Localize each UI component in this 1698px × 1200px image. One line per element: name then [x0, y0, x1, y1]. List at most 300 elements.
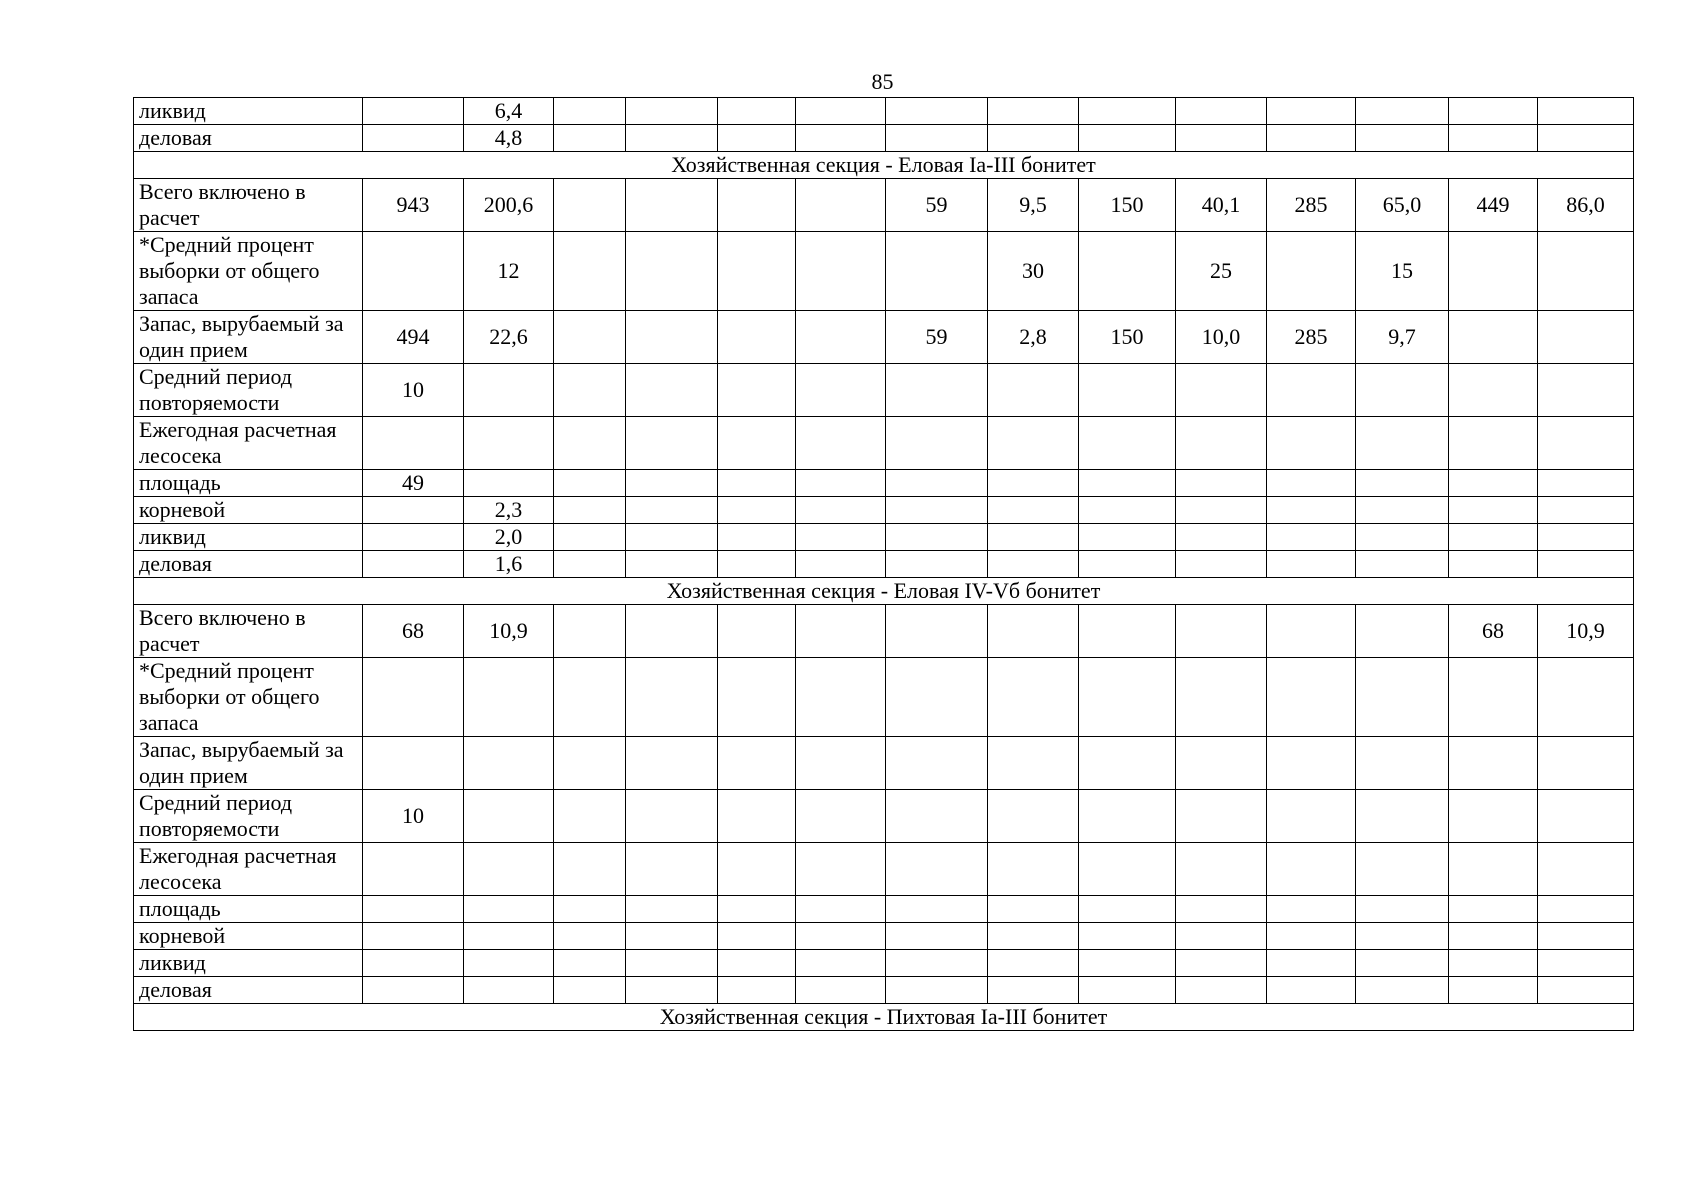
table-cell	[1356, 364, 1449, 417]
table-cell	[554, 896, 626, 923]
table-cell	[1176, 470, 1267, 497]
table-cell	[1449, 843, 1538, 896]
table-cell	[718, 470, 796, 497]
table-cell	[363, 658, 464, 737]
table-cell	[796, 470, 886, 497]
table-cell	[796, 364, 886, 417]
table-cell	[1538, 950, 1634, 977]
table-cell	[626, 658, 718, 737]
table-cell	[626, 843, 718, 896]
table-cell	[886, 364, 988, 417]
table-cell	[718, 605, 796, 658]
table-cell	[554, 125, 626, 152]
table-cell	[626, 977, 718, 1004]
table-row	[134, 364, 1634, 417]
table-cell	[464, 896, 554, 923]
table-cell: 68	[1449, 605, 1538, 658]
table-cell	[1538, 896, 1634, 923]
table-cell	[626, 896, 718, 923]
table-cell	[988, 977, 1079, 1004]
table-cell	[718, 232, 796, 311]
table-cell	[1538, 737, 1634, 790]
table-row	[134, 551, 1634, 578]
table-cell	[1449, 497, 1538, 524]
table-cell: 10	[363, 364, 464, 417]
table-cell	[988, 551, 1079, 578]
table-cell	[1538, 125, 1634, 152]
table-cell	[626, 125, 718, 152]
table-cell	[363, 417, 464, 470]
table-cell	[718, 524, 796, 551]
table-cell	[626, 470, 718, 497]
table-cell	[1079, 737, 1176, 790]
table-cell	[1176, 950, 1267, 977]
table-cell	[1176, 417, 1267, 470]
table-cell	[1176, 524, 1267, 551]
table-cell	[886, 232, 988, 311]
table-cell	[1356, 896, 1449, 923]
table-cell	[1267, 605, 1356, 658]
table-cell	[1079, 605, 1176, 658]
table-cell	[988, 790, 1079, 843]
table-cell	[718, 311, 796, 364]
table-cell	[796, 311, 886, 364]
table-cell	[1079, 896, 1176, 923]
table-cell	[1538, 977, 1634, 1004]
table-cell: 4,8	[464, 125, 554, 152]
row-label: Всего включено в расчет	[134, 179, 363, 232]
table-cell	[464, 470, 554, 497]
table-cell	[363, 497, 464, 524]
row-label: ликвид	[134, 98, 363, 125]
table-cell: 10,9	[464, 605, 554, 658]
table-cell	[1449, 950, 1538, 977]
table-cell	[363, 843, 464, 896]
table-cell	[718, 417, 796, 470]
table-cell	[554, 497, 626, 524]
section-title: Хозяйственная секция - Еловая Ia-III бонитет	[134, 152, 1634, 179]
table-cell	[1449, 737, 1538, 790]
table-cell	[1267, 737, 1356, 790]
table-cell: 30	[988, 232, 1079, 311]
table-cell	[626, 605, 718, 658]
row-label: ликвид	[134, 950, 363, 977]
table-cell: 10,0	[1176, 311, 1267, 364]
table-cell: 1,6	[464, 551, 554, 578]
table-cell	[1267, 470, 1356, 497]
table-cell	[1449, 524, 1538, 551]
table-cell	[554, 179, 626, 232]
table-cell	[1538, 524, 1634, 551]
table-row	[134, 923, 1634, 950]
page-number: 85	[871, 69, 894, 94]
table-cell	[886, 923, 988, 950]
table-cell	[626, 551, 718, 578]
table-cell	[1079, 923, 1176, 950]
table-cell	[626, 417, 718, 470]
table-cell	[796, 524, 886, 551]
table-cell	[796, 923, 886, 950]
table-cell	[1449, 232, 1538, 311]
table-cell: 65,0	[1356, 179, 1449, 232]
table-row	[134, 658, 1634, 737]
table-cell	[1176, 98, 1267, 125]
table-cell	[1449, 364, 1538, 417]
table-cell	[796, 843, 886, 896]
table-cell	[1267, 658, 1356, 737]
table-cell	[363, 551, 464, 578]
table-cell: 25	[1176, 232, 1267, 311]
table-cell	[886, 950, 988, 977]
row-label: площадь	[134, 470, 363, 497]
table-cell	[988, 737, 1079, 790]
row-label: Запас, вырубаемый за один прием	[134, 737, 363, 790]
table-row	[134, 896, 1634, 923]
section-header-row	[134, 578, 1634, 605]
table-cell	[1538, 364, 1634, 417]
table-cell	[796, 417, 886, 470]
table-cell	[718, 551, 796, 578]
table-cell: 86,0	[1538, 179, 1634, 232]
row-label: деловая	[134, 125, 363, 152]
table-row	[134, 950, 1634, 977]
table-cell	[796, 658, 886, 737]
section-title: Хозяйственная секция - Еловая IV-Vб бонитет	[134, 578, 1634, 605]
table-cell	[886, 977, 988, 1004]
table-cell	[886, 497, 988, 524]
table-cell	[718, 923, 796, 950]
row-label: Ежегодная расчетная лесосека	[134, 417, 363, 470]
row-label: *Средний процент выборки от общего запаса	[134, 232, 363, 311]
table-cell	[1538, 658, 1634, 737]
table-cell	[988, 470, 1079, 497]
table-cell	[626, 497, 718, 524]
table-cell	[1538, 98, 1634, 125]
table-body	[134, 98, 1634, 1031]
table-cell	[886, 737, 988, 790]
table-cell: 150	[1079, 311, 1176, 364]
table-cell	[1356, 551, 1449, 578]
table-cell	[464, 417, 554, 470]
table-cell	[363, 950, 464, 977]
table-cell	[796, 737, 886, 790]
table-cell	[1267, 977, 1356, 1004]
table-cell	[1356, 524, 1449, 551]
section-header-row	[134, 1004, 1634, 1031]
row-label: деловая	[134, 551, 363, 578]
table-cell	[796, 605, 886, 658]
table-cell	[464, 977, 554, 1004]
table-cell: 2,8	[988, 311, 1079, 364]
table-cell	[796, 950, 886, 977]
table-cell	[554, 923, 626, 950]
table-cell: 40,1	[1176, 179, 1267, 232]
table-cell: 2,0	[464, 524, 554, 551]
table-cell	[464, 843, 554, 896]
table-cell: 10,9	[1538, 605, 1634, 658]
table-cell	[718, 896, 796, 923]
table-cell	[1176, 790, 1267, 843]
table-cell	[554, 470, 626, 497]
table-cell	[1267, 497, 1356, 524]
table-cell: 150	[1079, 179, 1176, 232]
table-cell	[1079, 98, 1176, 125]
table-cell	[1079, 470, 1176, 497]
table-cell: 15	[1356, 232, 1449, 311]
table-cell	[1267, 524, 1356, 551]
row-label: корневой	[134, 497, 363, 524]
row-label: ликвид	[134, 524, 363, 551]
table-cell	[718, 950, 796, 977]
table-cell	[1538, 470, 1634, 497]
table-cell	[1079, 232, 1176, 311]
section-title: Хозяйственная секция - Пихтовая Ia-III бонитет	[134, 1004, 1634, 1031]
table-cell	[988, 417, 1079, 470]
table-row	[134, 737, 1634, 790]
table-cell	[886, 658, 988, 737]
table-cell	[626, 923, 718, 950]
table-row	[134, 470, 1634, 497]
table-row	[134, 98, 1634, 125]
table-cell	[1079, 658, 1176, 737]
forest-calculation-table	[133, 97, 1634, 1031]
table-cell	[626, 232, 718, 311]
table-cell	[886, 605, 988, 658]
table-cell	[1079, 364, 1176, 417]
table-cell: 200,6	[464, 179, 554, 232]
table-cell	[554, 98, 626, 125]
table-cell: 49	[363, 470, 464, 497]
table-cell	[886, 125, 988, 152]
table-cell	[718, 790, 796, 843]
table-cell: 6,4	[464, 98, 554, 125]
table-cell	[626, 790, 718, 843]
table-cell	[988, 896, 1079, 923]
row-label: деловая	[134, 977, 363, 1004]
table-cell	[718, 737, 796, 790]
table-row	[134, 232, 1634, 311]
row-label: Средний период повторяемости	[134, 790, 363, 843]
table-cell	[796, 790, 886, 843]
table-cell	[1356, 843, 1449, 896]
table-cell	[554, 417, 626, 470]
table-row	[134, 790, 1634, 843]
row-label: площадь	[134, 896, 363, 923]
table-row	[134, 497, 1634, 524]
table-cell: 59	[886, 179, 988, 232]
table-cell	[554, 843, 626, 896]
table-cell	[626, 364, 718, 417]
table-cell	[363, 737, 464, 790]
table-cell	[718, 977, 796, 1004]
table-cell	[1267, 98, 1356, 125]
table-cell	[1079, 790, 1176, 843]
table-cell	[1356, 658, 1449, 737]
table-cell: 9,7	[1356, 311, 1449, 364]
table-cell	[1356, 470, 1449, 497]
table-cell	[626, 98, 718, 125]
table-cell	[1176, 364, 1267, 417]
table-cell	[1079, 551, 1176, 578]
table-cell	[886, 551, 988, 578]
table-cell	[1267, 896, 1356, 923]
table-cell	[1176, 977, 1267, 1004]
table-cell: 22,6	[464, 311, 554, 364]
table-cell	[363, 524, 464, 551]
table-cell	[1356, 950, 1449, 977]
table-cell: 59	[886, 311, 988, 364]
table-cell	[464, 950, 554, 977]
table-cell	[1538, 923, 1634, 950]
table-cell	[1356, 125, 1449, 152]
table-cell	[554, 977, 626, 1004]
table-cell	[1449, 417, 1538, 470]
table-cell	[1449, 923, 1538, 950]
table-row	[134, 311, 1634, 364]
table-cell	[1356, 497, 1449, 524]
table-cell: 10	[363, 790, 464, 843]
table-cell	[1356, 977, 1449, 1004]
table-cell	[1356, 98, 1449, 125]
table-cell	[1356, 605, 1449, 658]
table-cell	[988, 605, 1079, 658]
row-label: Запас, вырубаемый за один прием	[134, 311, 363, 364]
table-cell	[886, 790, 988, 843]
table-cell	[796, 551, 886, 578]
section-header-row	[134, 152, 1634, 179]
table-cell	[718, 364, 796, 417]
table-cell	[796, 98, 886, 125]
table-cell	[554, 950, 626, 977]
table-cell	[1267, 551, 1356, 578]
table-cell	[626, 950, 718, 977]
table-cell	[1176, 497, 1267, 524]
table-cell	[1449, 551, 1538, 578]
row-label: *Средний процент выборки от общего запаса	[134, 658, 363, 737]
table-row	[134, 417, 1634, 470]
table-cell	[1176, 125, 1267, 152]
table-cell	[1079, 843, 1176, 896]
table-cell	[1449, 658, 1538, 737]
table-cell	[1356, 923, 1449, 950]
table-cell	[1449, 977, 1538, 1004]
table-cell	[1267, 417, 1356, 470]
table-cell	[886, 896, 988, 923]
table-cell	[363, 125, 464, 152]
table-cell: 12	[464, 232, 554, 311]
table-row	[134, 605, 1634, 658]
table-cell	[363, 98, 464, 125]
table-cell	[554, 790, 626, 843]
table-cell	[626, 737, 718, 790]
table-cell	[464, 658, 554, 737]
table-cell	[988, 497, 1079, 524]
table-cell	[1176, 843, 1267, 896]
table-cell	[718, 843, 796, 896]
table-cell	[796, 179, 886, 232]
table-cell	[1449, 125, 1538, 152]
table-cell	[988, 658, 1079, 737]
table-cell	[796, 896, 886, 923]
table-cell	[1538, 551, 1634, 578]
table-cell	[796, 497, 886, 524]
table-cell	[718, 497, 796, 524]
table-cell: 449	[1449, 179, 1538, 232]
table-cell	[886, 470, 988, 497]
table-cell	[1538, 497, 1634, 524]
table-cell: 285	[1267, 311, 1356, 364]
table-row	[134, 843, 1634, 896]
table-cell	[718, 125, 796, 152]
table-cell	[554, 551, 626, 578]
table-cell	[988, 125, 1079, 152]
table-cell	[1538, 232, 1634, 311]
table-cell	[1267, 950, 1356, 977]
table-cell	[718, 658, 796, 737]
table-row	[134, 179, 1634, 232]
table-cell	[1079, 524, 1176, 551]
table-cell	[464, 364, 554, 417]
table-cell	[363, 977, 464, 1004]
table-cell	[796, 977, 886, 1004]
table-cell	[1176, 923, 1267, 950]
table-row	[134, 977, 1634, 1004]
row-label: корневой	[134, 923, 363, 950]
table-cell	[1267, 232, 1356, 311]
table-cell	[988, 843, 1079, 896]
table-cell	[1176, 737, 1267, 790]
table-cell	[988, 98, 1079, 125]
table-cell	[626, 524, 718, 551]
table-cell	[1538, 790, 1634, 843]
table-cell	[1449, 470, 1538, 497]
table-cell	[796, 125, 886, 152]
table-cell	[363, 923, 464, 950]
table-cell	[988, 950, 1079, 977]
table-cell	[1267, 843, 1356, 896]
table-cell	[1176, 605, 1267, 658]
table-cell: 9,5	[988, 179, 1079, 232]
table-cell	[554, 737, 626, 790]
table-cell	[718, 179, 796, 232]
table-cell	[464, 737, 554, 790]
table-cell	[554, 524, 626, 551]
table-cell	[1356, 417, 1449, 470]
table-cell: 68	[363, 605, 464, 658]
table-cell	[1267, 790, 1356, 843]
table-cell: 2,3	[464, 497, 554, 524]
row-label: Ежегодная расчетная лесосека	[134, 843, 363, 896]
table-cell	[1356, 790, 1449, 843]
table-cell	[1356, 737, 1449, 790]
table-cell: 943	[363, 179, 464, 232]
row-label: Средний период повторяемости	[134, 364, 363, 417]
table-cell	[1176, 658, 1267, 737]
table-cell	[1267, 364, 1356, 417]
row-label: Всего включено в расчет	[134, 605, 363, 658]
table-cell	[1079, 125, 1176, 152]
table-cell	[626, 179, 718, 232]
table-cell	[363, 896, 464, 923]
table-row	[134, 125, 1634, 152]
table-cell	[554, 605, 626, 658]
table-cell	[796, 232, 886, 311]
table-cell	[1449, 896, 1538, 923]
table-cell	[1538, 843, 1634, 896]
table-cell	[1079, 417, 1176, 470]
table-cell	[1079, 977, 1176, 1004]
table-cell	[363, 232, 464, 311]
